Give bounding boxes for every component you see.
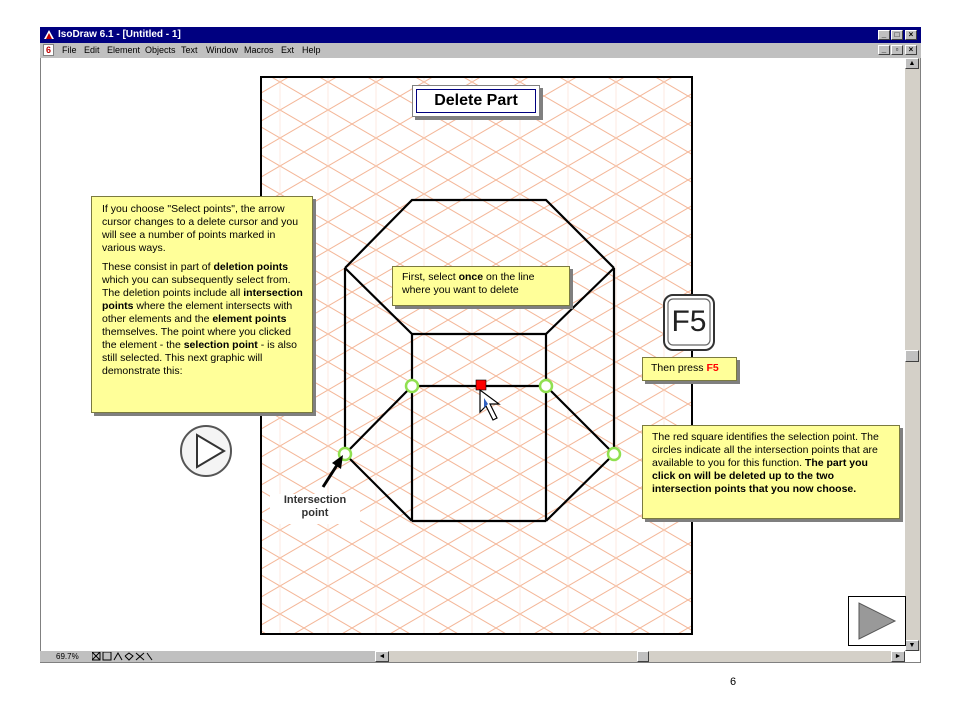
intersection-point-1	[406, 380, 418, 392]
next-slide-button[interactable]	[848, 596, 906, 646]
scroll-left-button[interactable]: ◄	[375, 651, 389, 662]
scroll-down-button[interactable]: ▼	[905, 640, 919, 651]
scroll-up-button[interactable]: ▲	[905, 58, 919, 69]
doc-minimize-button[interactable]: _	[878, 45, 890, 55]
scroll-right-button[interactable]: ►	[891, 651, 905, 662]
edge-mid-left	[345, 386, 412, 454]
menu-help[interactable]: Help	[302, 45, 321, 55]
callout-first-select: First, select once on the line where you want to delete	[392, 266, 570, 306]
next-arrow-icon	[849, 597, 905, 645]
callout-explanation-p2: These consist in part of deletion points which you can subsequently select from. The deletion points include all intersection points where the element intersects with other elements and the element points themselves. The point where you clicked the element - the selection point - is also still selected. This next graphic will demonstrate this:	[102, 261, 303, 377]
maximize-button[interactable]: □	[891, 30, 903, 40]
doc-restore-button[interactable]: ▫	[891, 45, 903, 55]
callout-explanation-p1: If you choose "Select points", the arrow cursor changes to a delete cursor and you will see a number of points marked in various ways.	[102, 203, 299, 254]
menu-file[interactable]: File	[62, 45, 77, 55]
f5-key-icon	[663, 294, 715, 351]
doc-close-button[interactable]: ×	[905, 45, 917, 55]
window-title: IsoDraw 6.1 - [Untitled - 1]	[58, 29, 181, 40]
intersection-point-2	[540, 380, 552, 392]
outline-top	[345, 200, 614, 268]
menu-element[interactable]: Element	[107, 45, 141, 55]
edge-mid-right	[546, 386, 614, 454]
edge-bottom-right	[546, 454, 614, 521]
slide-heading	[412, 85, 540, 117]
pointer-arrow-icon	[323, 455, 343, 487]
callout-explanation	[91, 196, 313, 413]
f5-key-label: F5	[671, 305, 707, 338]
slide-heading-text: Delete Part	[416, 89, 536, 113]
menu-window[interactable]: Window	[206, 45, 239, 55]
close-button[interactable]: ×	[905, 30, 917, 40]
arrow-cursor-icon	[480, 390, 499, 420]
play-animation-button[interactable]	[178, 423, 234, 479]
menu-text[interactable]: Text	[181, 45, 198, 55]
intersection-label: Intersection point	[270, 494, 360, 524]
intersection-point-4	[608, 448, 620, 460]
menu-edit[interactable]: Edit	[84, 45, 100, 55]
selection-point-square	[476, 380, 486, 390]
document-icon: 6	[43, 44, 54, 56]
page-number: 6	[730, 676, 737, 688]
minimize-button[interactable]: _	[878, 30, 890, 40]
menu-macros[interactable]: Macros	[244, 45, 274, 55]
menu-objects[interactable]: Objects	[145, 45, 176, 55]
zoom-level[interactable]: 69.7%	[56, 652, 79, 661]
callout-selection-info: The red square identifies the selection point. The circles indicate all the intersection points that are available to you for this function. The part you click on will be deleted up to the two intersection points that you now choose.	[642, 425, 900, 519]
menu-ext[interactable]: Ext	[281, 45, 295, 55]
callout-press-f5: Then press F5	[642, 357, 737, 381]
